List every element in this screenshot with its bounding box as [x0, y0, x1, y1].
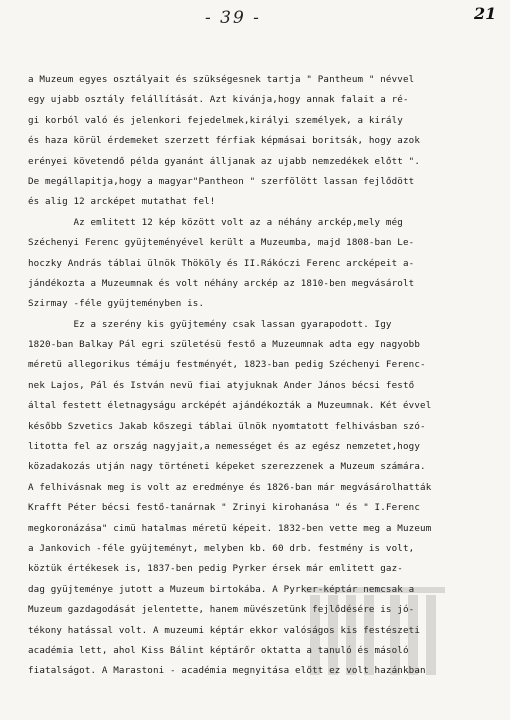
- text-line: méretü allegorikus témáju festményét, 1823-ban pedig Széchenyi Ferenc-: [28, 359, 426, 371]
- page-number: - 39 -: [205, 8, 261, 28]
- text-line: és alig 12 arcképet mutathat fel!: [28, 196, 216, 208]
- text-line: és haza körül érdemeket szerzett férfiak képmásai boritsák, hogy azok: [28, 135, 421, 147]
- text-line: közadakozás utján nagy történeti képeket szerezzenek a Muzeum számára.: [28, 461, 426, 473]
- text-line: megkoronázása" cimü hatalmas méretü képeit. 1832-ben vette meg a Muzeum: [28, 522, 432, 534]
- text-line: később Szvetics Jakab kőszegi táblai ülnök nyomtatott felhivásban szó-: [28, 420, 426, 432]
- watermark-logo: [300, 575, 450, 685]
- text-line: által festett életnagyságu arcképét ajándékozták a Muzeumnak. Két évvel: [28, 400, 432, 412]
- text-line: a Jankovich -féle gyüjteményt, melyben kb. 60 drb. festmény is volt,: [28, 542, 415, 554]
- text-line: jándékozta a Muzeumnak és volt néhány arckép az 1810-ben megvásárolt: [28, 277, 415, 289]
- text-line: A felhivásnak meg is volt az eredménye és 1826-ban már megvásárolhatták: [28, 481, 432, 493]
- text-line: 1820-ban Balkay Pál egri születésü festő a Muzeumnak adta egy nagyobb: [28, 339, 421, 351]
- text-line: tékony hatással volt. A muzeumi képtár ekkor valóságos kis festészeti: [28, 624, 421, 636]
- text-line: egy ujabb osztály felállítását. Azt kivánja,hogy annak falait a ré-: [28, 94, 409, 106]
- text-line: fiatalságot. A Marastoni - académia megnyitása előtt ez volt hazánkban: [28, 665, 426, 677]
- folio-number: 21: [474, 4, 497, 23]
- text-line: gi korból való és jelenkori fejedelmek,királyi személyek, a király: [28, 114, 403, 126]
- text-line: De megállapitja,hogy a magyar"Pantheon " szerfölött lassan fejlődött: [28, 175, 415, 187]
- text-line: litotta fel az ország nagyjait,a nemességet és az egész nemzetet,hogy: [28, 441, 421, 453]
- text-line: Krafft Péter bécsi festő-tanárnak " Zrinyi kirohanása " és " I.Ferenc: [28, 502, 421, 514]
- text-line: a Muzeum egyes osztályait és szükségesnek tartja " Pantheum " névvel: [28, 74, 415, 85]
- text-line: académia lett, ahol Kiss Bálint képtárőr oktatta a tanuló és másoló: [28, 644, 409, 656]
- text-line: Muzeum gazdagodását jelentette, hanem müvészetünk fejlődésére is jó-: [28, 604, 415, 616]
- text-line: hoczky András táblai ülnök Thököly és II.Rákóczi Ferenc arcképeit a-: [28, 257, 415, 269]
- text-line: erényei követendő példa gyanánt álljanak az ujabb nemzedékek előtt ".: [28, 155, 421, 167]
- text-line: Ez a szerény kis gyüjtemény csak lassan gyarapodott. Igy: [28, 318, 392, 330]
- text-line: Széchenyi Ferenc gyüjteményével került a Muzeumba, majd 1808-ban Le-: [28, 237, 415, 249]
- text-line: köztük értékesek is, 1837-ben pedig Pyrker érsek már emlitett gaz-: [28, 563, 403, 575]
- text-line: Szirmay -féle gyüjteményben is.: [28, 298, 205, 310]
- text-line: Az emlitett 12 kép között volt az a néhány arckép,mely még: [28, 216, 403, 228]
- text-line: dag gyüjteménye jutott a Muzeum birtokába. A Pyrker-képtár nemcsak a: [28, 583, 415, 595]
- text-line: nek Lajos, Pál és István nevü fiai atyjuknak Ander János bécsi festő: [28, 379, 415, 391]
